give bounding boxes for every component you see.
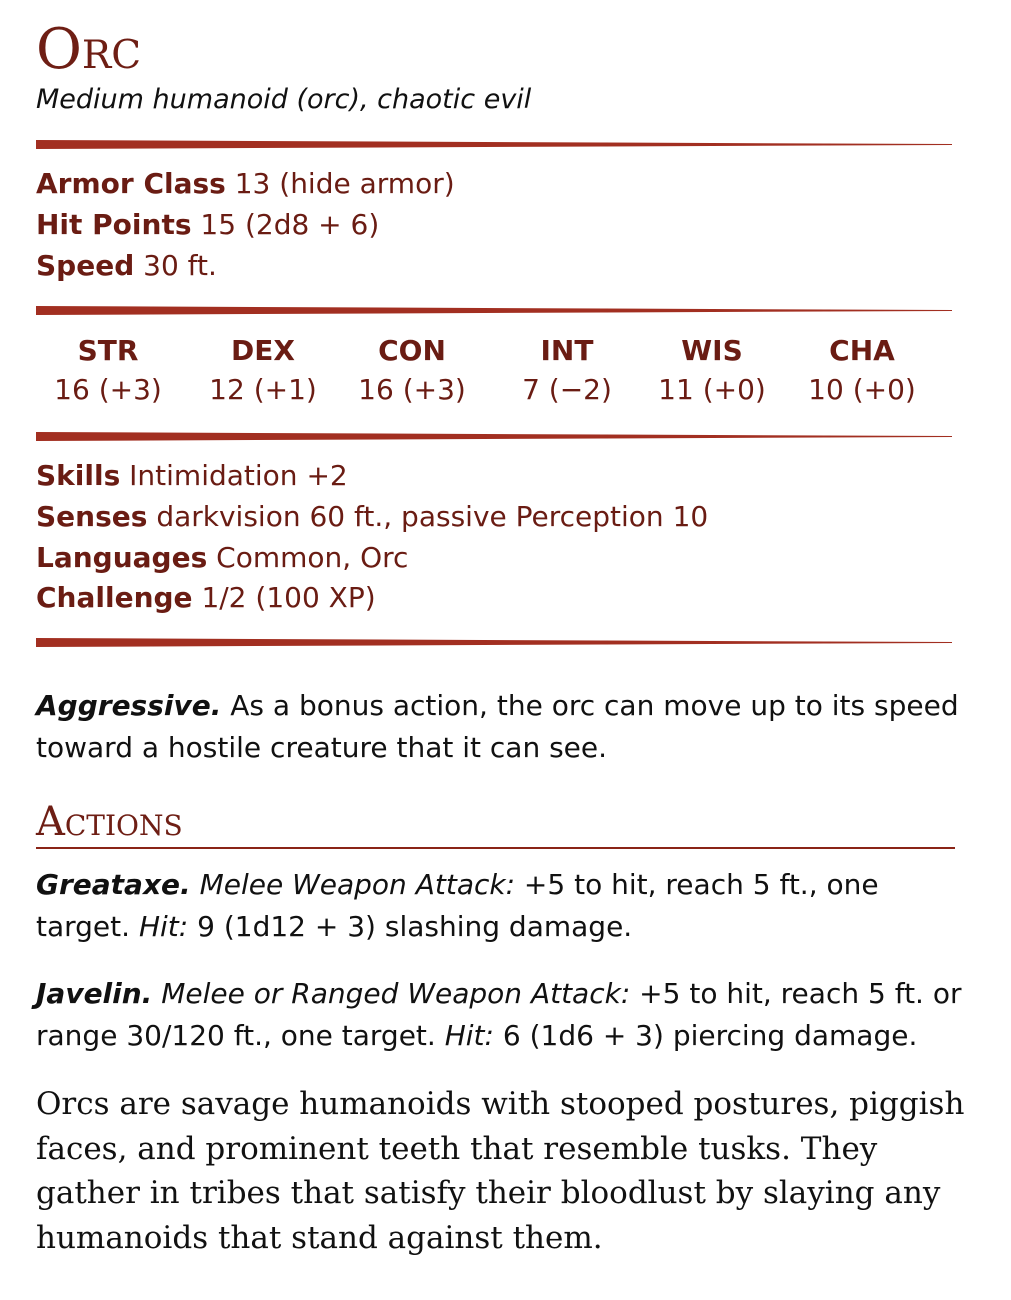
- attack-text: +5 to hit, reach 5 ft., one target.: [36, 868, 879, 943]
- hit-label: Hit:: [444, 1019, 494, 1052]
- ability-name: STR: [77, 334, 139, 367]
- value: Intimidation +2: [129, 459, 348, 492]
- hit-points: [36, 205, 379, 245]
- hit-text: 6 (1d6 + 3) piercing damage.: [502, 1019, 918, 1052]
- ability-str: [33, 332, 183, 410]
- divider: [36, 432, 952, 441]
- ability-score: 16 (+3): [54, 373, 162, 406]
- speed: [36, 246, 217, 286]
- value: darkvision 60 ft., passive Perception 10: [156, 500, 709, 533]
- value: 1/2 (100 XP): [201, 581, 376, 614]
- actions-underline: [36, 847, 955, 849]
- ability-score: 7 (−2): [522, 373, 612, 406]
- hit-text: 9 (1d12 + 3) slashing damage.: [197, 910, 633, 943]
- ability-name: INT: [540, 334, 594, 367]
- value: 30 ft.: [143, 249, 217, 282]
- divider: [36, 638, 952, 647]
- label: Challenge: [36, 581, 193, 614]
- divider: [36, 140, 952, 149]
- label: Skills: [36, 459, 121, 492]
- ability-score: 10 (+0): [808, 373, 916, 406]
- trait-text: As a bonus action, the orc can move up to its speed toward a hostile creature that it can see.: [36, 689, 959, 764]
- actions-heading: Actions: [36, 799, 183, 845]
- label: Hit Points: [36, 208, 192, 241]
- value: Common, Orc: [216, 541, 409, 574]
- armor-class: [36, 164, 455, 204]
- monster-subtitle: Medium humanoid (orc), chaotic evil: [36, 84, 532, 115]
- ability-wis: [637, 332, 787, 410]
- description: Orcs are savage humanoids with stooped postures, piggish faces, and prominent teeth that resemble tusks. They gather in tribes that satisfy their bloodlust by slaying any humanoids that stand against them.: [36, 1086, 965, 1256]
- ability-cha: [787, 332, 937, 410]
- hit-label: Hit:: [138, 910, 189, 943]
- ability-score: 16 (+3): [358, 373, 466, 406]
- value: 15 (2d8 + 6): [200, 208, 380, 241]
- label: Senses: [36, 500, 148, 533]
- divider: [36, 306, 952, 315]
- action-greataxe: [36, 864, 966, 948]
- attack-text: +5 to hit, reach 5 ft. or range 30/120 ft., one target.: [36, 977, 962, 1052]
- ability-int: [492, 332, 642, 410]
- attack-type: Melee Weapon Attack:: [199, 868, 516, 901]
- ability-name: CON: [378, 334, 446, 367]
- ability-name: CHA: [829, 334, 895, 367]
- ability-dex: [188, 332, 338, 410]
- trait-aggressive: [36, 685, 966, 769]
- skills: [36, 456, 348, 496]
- monster-name: Orc: [36, 17, 142, 82]
- ability-name: WIS: [681, 334, 743, 367]
- ability-score: 11 (+0): [658, 373, 766, 406]
- action-javelin: [36, 973, 966, 1057]
- action-name: Greataxe.: [36, 868, 191, 901]
- value: 13 (hide armor): [234, 167, 455, 200]
- ability-con: [337, 332, 487, 410]
- ability-name: DEX: [231, 334, 295, 367]
- senses: [36, 497, 708, 537]
- languages: [36, 538, 408, 578]
- challenge: [36, 578, 376, 618]
- label: Languages: [36, 541, 208, 574]
- ability-score: 12 (+1): [209, 373, 317, 406]
- label: Armor Class: [36, 167, 226, 200]
- attack-type: Melee or Ranged Weapon Attack:: [161, 977, 631, 1010]
- trait-name: Aggressive.: [36, 689, 222, 722]
- action-name: Javelin.: [36, 977, 153, 1010]
- label: Speed: [36, 249, 135, 282]
